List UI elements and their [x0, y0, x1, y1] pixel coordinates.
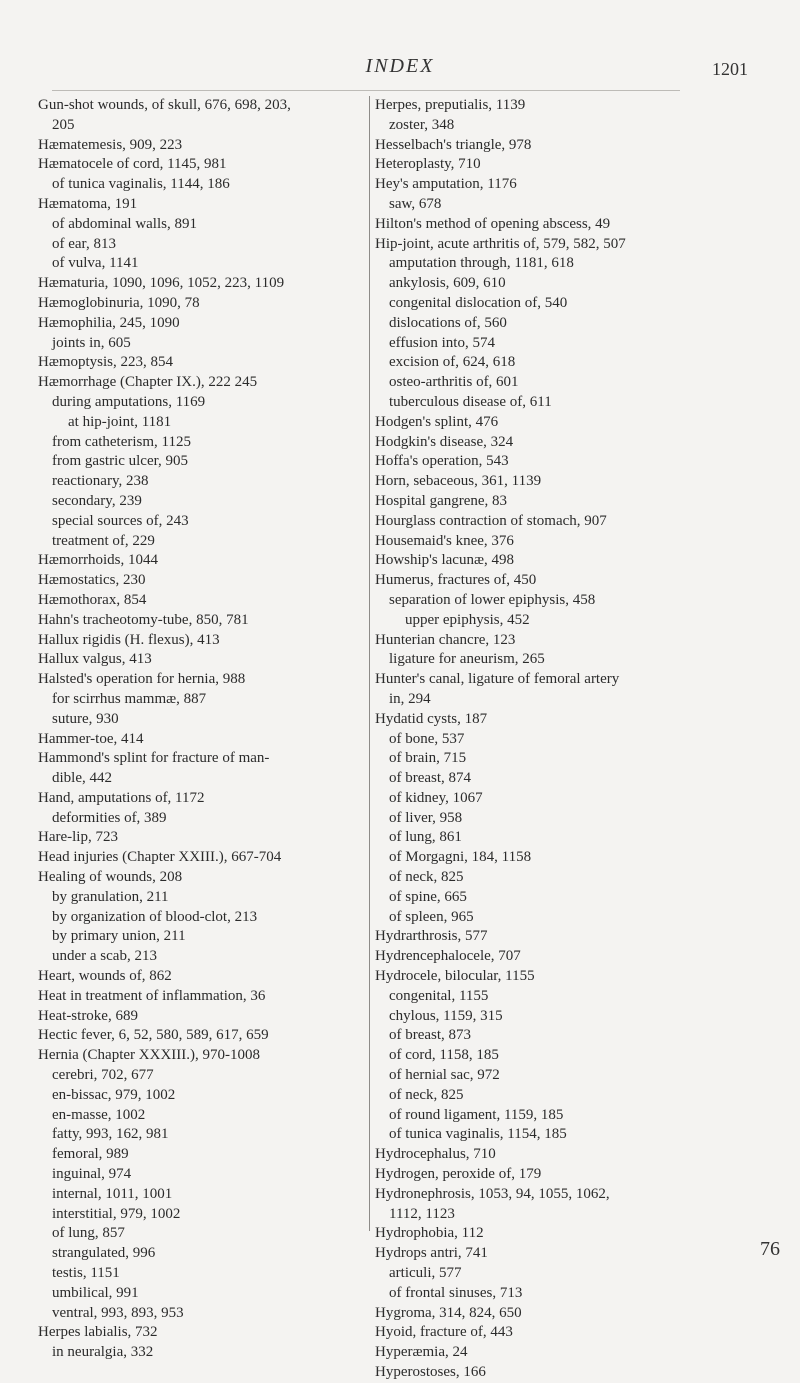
index-subentry: from gastric ulcer, 905	[52, 453, 189, 470]
index-subentry: of round ligament, 1159, 185	[389, 1106, 564, 1123]
index-subentry: congenital dislocation of, 540	[389, 294, 568, 311]
index-entry: Head injuries (Chapter XXIII.), 667-704	[38, 849, 282, 866]
index-entry: Hyoid, fracture of, 443	[375, 1324, 513, 1341]
index-entry: Gun-shot wounds, of skull, 676, 698, 203,	[38, 97, 291, 113]
index-entry: Hilton's method of opening abscess, 49	[375, 215, 611, 232]
index-subentry: of neck, 825	[389, 869, 464, 886]
header-rule	[52, 90, 680, 91]
index-subentry: separation of lower epiphysis, 458	[389, 591, 596, 608]
page-header	[0, 55, 800, 85]
index-subentry: ventral, 993, 893, 953	[52, 1304, 184, 1321]
index-entry: Hæmoglobinuria, 1090, 78	[38, 294, 200, 311]
index-subentry: interstitial, 979, 1002	[52, 1205, 181, 1222]
index-subentry: dible, 442	[52, 770, 112, 787]
index-entry: Hoffa's operation, 543	[375, 453, 509, 470]
signature-mark: 76	[760, 1238, 780, 1260]
index-entry: Hunter's canal, ligature of femoral artery	[375, 671, 620, 688]
index-entry: Hygroma, 314, 824, 650	[375, 1304, 522, 1321]
index-entry: Halsted's operation for hernia, 988	[38, 671, 246, 688]
index-subentry: of brain, 715	[389, 750, 467, 767]
index-subentry: reactionary, 238	[52, 473, 149, 490]
index-subentry: suture, 930	[52, 710, 119, 727]
index-subentry: of Morgagni, 184, 1158	[389, 849, 532, 866]
index-subentry: of vulva, 1141	[52, 255, 139, 272]
index-entry: Hallux rigidis (H. flexus), 413	[38, 631, 220, 648]
index-subentry: secondary, 239	[52, 492, 142, 509]
index-entry: Herpes labialis, 732	[38, 1324, 158, 1341]
index-entry: Hæmoptysis, 223, 854	[38, 354, 174, 371]
index-entry: Hæmorrhoids, 1044	[38, 552, 158, 569]
index-subentry: during amputations, 1169	[52, 393, 206, 410]
index-subentry: congenital, 1155	[389, 987, 489, 1004]
index-subentry: amputation through, 1181, 618	[389, 255, 574, 272]
index-subentry: en-bissac, 979, 1002	[52, 1086, 176, 1103]
index-subentry: cerebri, 702, 677	[52, 1067, 154, 1084]
index-entry: Hammer-toe, 414	[38, 730, 144, 747]
index-entry: Hydrogen, peroxide of, 179	[375, 1166, 542, 1183]
index-subentry: from catheterism, 1125	[52, 433, 191, 450]
index-subentry: of lung, 861	[389, 829, 462, 846]
index-subentry: upper epiphysis, 452	[405, 611, 530, 628]
index-subentry: fatty, 993, 162, 981	[52, 1126, 169, 1143]
index-subentry: of neck, 825	[389, 1086, 464, 1103]
index-entry: Hæmatemesis, 909, 223	[38, 136, 183, 153]
index-subentry: deformities of, 389	[52, 809, 167, 826]
index-subentry: in, 294	[389, 690, 431, 707]
index-column-right	[375, 96, 755, 1383]
index-subentry: in neuralgia, 332	[52, 1344, 154, 1361]
index-subentry: of kidney, 1067	[389, 789, 483, 806]
index-subentry: of spleen, 965	[389, 908, 474, 925]
index-subentry: chylous, 1159, 315	[389, 1007, 503, 1024]
index-subentry: osteo-arthritis of, 601	[389, 374, 519, 391]
index-entry: Hectic fever, 6, 52, 580, 589, 617, 659	[38, 1027, 269, 1044]
index-entry: Hæmatoma, 191	[38, 195, 138, 212]
index-entry: Housemaid's knee, 376	[375, 532, 514, 549]
index-subentry: articuli, 577	[389, 1265, 462, 1282]
index-entry: Hand, amputations of, 1172	[38, 789, 205, 806]
index-entry: Hammond's splint for fracture of man-	[38, 750, 270, 767]
index-subentry: umbilical, 991	[52, 1284, 139, 1301]
index-entry: Hydrocephalus, 710	[375, 1146, 496, 1163]
index-entry: Hip-joint, acute arthritis of, 579, 582, 507	[375, 235, 626, 252]
index-subentry: excision of, 624, 618	[389, 354, 516, 371]
index-entry: Heat-stroke, 689	[38, 1007, 138, 1024]
index-subentry: by primary union, 211	[52, 928, 186, 945]
index-entry: Hospital gangrene, 83	[375, 492, 508, 509]
index-entry: Hydronephrosis, 1053, 94, 1055, 1062,	[375, 1185, 610, 1202]
index-entry: Hæmothorax, 854	[38, 591, 147, 608]
index-entry: Howship's lacunæ, 498	[375, 552, 514, 569]
index-subentry: zoster, 348	[389, 116, 455, 133]
index-entry: Hahn's tracheotomy-tube, 850, 781	[38, 611, 249, 628]
index-entry: Humerus, fractures of, 450	[375, 572, 537, 589]
index-entry: Hyperæmia, 24	[375, 1344, 468, 1361]
index-entry: Hæmophilia, 245, 1090	[38, 314, 180, 331]
index-subentry: 1112, 1123	[389, 1205, 455, 1222]
index-entry: Hernia (Chapter XXXIII.), 970-1008	[38, 1047, 261, 1064]
index-subentry: special sources of, 243	[52, 512, 189, 529]
index-entry: Heteroplasty, 710	[375, 156, 481, 173]
index-subentry: of lung, 857	[52, 1225, 125, 1242]
index-subentry: saw, 678	[389, 195, 442, 212]
index-entry: Hæmatocele of cord, 1145, 981	[38, 156, 227, 173]
index-entry: Hydrencephalocele, 707	[375, 948, 521, 965]
index-subentry: femoral, 989	[52, 1146, 129, 1163]
index-column-left	[38, 96, 368, 1363]
index-entry: Heat in treatment of inflammation, 36	[38, 987, 266, 1004]
index-subentry: inguinal, 974	[52, 1166, 132, 1183]
index-entry: Hodgen's splint, 476	[375, 413, 499, 430]
index-entry: Hare-lip, 723	[38, 829, 118, 846]
index-subentry: for scirrhus mammæ, 887	[52, 690, 207, 707]
index-subentry: of cord, 1158, 185	[389, 1047, 499, 1064]
index-entry: Hodgkin's disease, 324	[375, 433, 514, 450]
index-subentry: en-masse, 1002	[52, 1106, 146, 1123]
index-entry: Hydrops antri, 741	[375, 1245, 488, 1262]
index-subentry: treatment of, 229	[52, 532, 155, 549]
index-subentry: ligature for aneurism, 265	[389, 651, 545, 668]
index-subentry: of breast, 873	[389, 1027, 472, 1044]
index-subentry: ankylosis, 609, 610	[389, 275, 506, 292]
running-title: INDEX	[365, 55, 435, 77]
index-entry: Hyperostoses, 166	[375, 1364, 486, 1380]
index-subentry: dislocations of, 560	[389, 314, 507, 331]
index-entry: Hunterian chancre, 123	[375, 631, 516, 648]
index-subentry: by granulation, 211	[52, 888, 169, 905]
column-divider	[369, 96, 370, 1231]
index-subentry: testis, 1151	[52, 1265, 120, 1282]
index-subentry: of tunica vaginalis, 1154, 185	[389, 1126, 567, 1143]
index-entry: Hesselbach's triangle, 978	[375, 136, 532, 153]
index-subentry: of ear, 813	[52, 235, 116, 252]
index-subentry: effusion into, 574	[389, 334, 495, 351]
index-subentry: of abdominal walls, 891	[52, 215, 197, 232]
index-entry: Heart, wounds of, 862	[38, 968, 172, 985]
index-entry: Hallux valgus, 413	[38, 651, 152, 668]
index-subentry: by organization of blood-clot, 213	[52, 908, 258, 925]
index-entry: Hæmorrhage (Chapter IX.), 222 245	[38, 374, 258, 391]
index-entry: Hydrophobia, 112	[375, 1225, 484, 1242]
index-entry: Hæmostatics, 230	[38, 572, 146, 589]
index-subentry: of hernial sac, 972	[389, 1067, 500, 1084]
index-entry: Hydrarthrosis, 577	[375, 928, 488, 945]
index-entry: Hydrocele, bilocular, 1155	[375, 968, 535, 985]
index-subentry: tuberculous disease of, 611	[389, 393, 552, 410]
index-subentry: of frontal sinuses, 713	[389, 1284, 523, 1301]
index-subentry: of liver, 958	[389, 809, 463, 826]
index-entry: Hey's amputation, 1176	[375, 176, 517, 193]
index-subentry: of breast, 874	[389, 770, 472, 787]
index-subentry: joints in, 605	[52, 334, 131, 351]
index-subentry: internal, 1011, 1001	[52, 1185, 173, 1202]
index-subentry: under a scab, 213	[52, 948, 157, 965]
index-subentry: at hip-joint, 1181	[68, 413, 172, 430]
index-entry: Herpes, preputialis, 1139	[375, 97, 526, 113]
page-number: 1201	[712, 59, 748, 79]
index-entry: Hourglass contraction of stomach, 907	[375, 512, 607, 529]
index-entry: Horn, sebaceous, 361, 1139	[375, 473, 542, 490]
index-subentry: of tunica vaginalis, 1144, 186	[52, 176, 230, 193]
index-subentry: of bone, 537	[389, 730, 465, 747]
index-subentry: 205	[52, 116, 75, 133]
index-subentry: of spine, 665	[389, 888, 467, 905]
index-entry: Healing of wounds, 208	[38, 869, 183, 886]
index-entry: Hydatid cysts, 187	[375, 710, 488, 727]
index-entry: Hæmaturia, 1090, 1096, 1052, 223, 1109	[38, 275, 285, 292]
index-subentry: strangulated, 996	[52, 1245, 156, 1262]
